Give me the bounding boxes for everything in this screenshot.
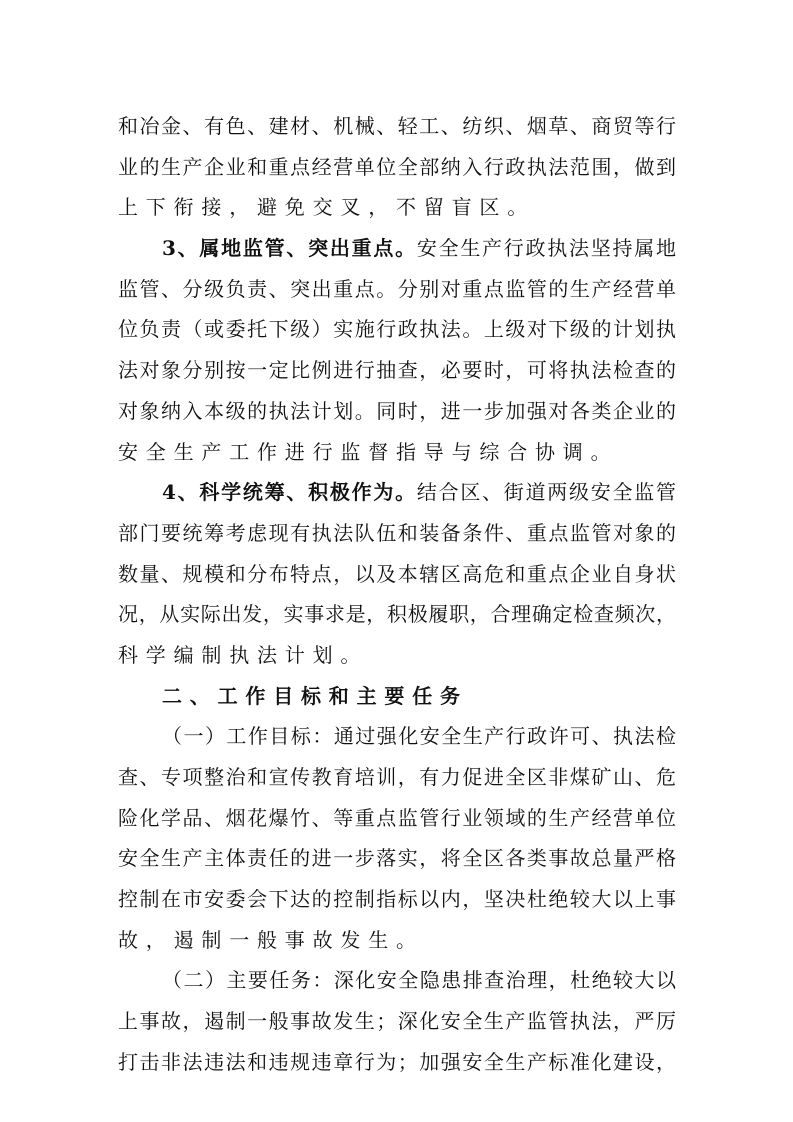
text-line — [118, 147, 676, 188]
text-line — [118, 513, 676, 554]
text-line — [118, 879, 676, 920]
text-line — [118, 920, 676, 961]
line-text: 数量、规模和分布特点，以及本辖区高危和重点企业自身状 — [118, 561, 676, 586]
line-text: 位负责（或委托下级）实施行政执法。上级对下级的计划执 — [118, 317, 676, 342]
text-line — [118, 187, 676, 228]
text-line — [118, 716, 676, 757]
line-text: 控制在市安委会下达的控制指标以内，坚决杜绝较大以上事 — [118, 887, 676, 912]
text-line — [118, 472, 676, 513]
line-text: 故，遏制一般事故发生。 — [118, 927, 424, 952]
paragraph — [118, 106, 676, 228]
text-line — [118, 1042, 676, 1083]
text-line — [118, 960, 676, 1001]
text-line — [118, 269, 676, 310]
line-text: 结合区、街道两级安全监管 — [416, 480, 676, 505]
line-text: 法对象分别按一定比例进行抽查，必要时，可将执法检查的 — [118, 358, 676, 383]
document-page — [118, 106, 676, 1083]
line-text: 打击非法违法和违规违章行为；加强安全生产标准化建设， — [118, 1049, 676, 1074]
text-line — [118, 106, 676, 147]
text-line — [118, 309, 676, 350]
line-text: 和冶金、有色、建材、机械、轻工、纺织、烟草、商贸等行 — [118, 114, 676, 138]
line-text: 安全生产工作进行监督指导与综合协调。 — [118, 439, 619, 464]
line-text: 险化学品、烟花爆竹、等重点监管行业领域的生产经营单位 — [118, 805, 676, 830]
paragraph — [118, 716, 676, 960]
paragraph — [118, 472, 676, 675]
text-line — [118, 838, 676, 879]
text-line — [118, 757, 676, 798]
line-text: 上事故，遏制一般事故发生；深化安全生产监管执法，严厉 — [118, 1009, 676, 1034]
line-text: （一）工作目标：通过强化安全生产行政许可、执法检 — [162, 724, 676, 749]
line-text: 部门要统筹考虑现有执法队伍和装备条件、重点监管对象的 — [118, 520, 676, 545]
text-line — [118, 391, 676, 432]
text-line — [118, 798, 676, 839]
line-text: 对象纳入本级的执法计划。同时，进一步加强对各类企业的 — [118, 398, 676, 423]
bold-lead-in: 3、属地监管、突出重点。 — [162, 236, 417, 261]
line-text: 况，从实际出发，实事求是，积极履职，合理确定检查频次， — [118, 602, 676, 627]
bold-lead-in: 4、科学统筹、积极作为。 — [162, 480, 417, 505]
line-text: 业的生产企业和重点经营单位全部纳入行政执法范围，做到 — [118, 154, 676, 179]
line-text: 安全生产行政执法坚持属地 — [416, 236, 676, 261]
line-text: 查、专项整治和宣传教育培训，有力促进全区非煤矿山、危 — [118, 765, 676, 789]
paragraph — [118, 960, 676, 1082]
line-text: 上下衔接，避免交叉，不留盲区。 — [118, 195, 535, 220]
text-line — [118, 554, 676, 595]
text-line — [118, 350, 676, 391]
line-text: 科学编制执法计划。 — [118, 642, 369, 667]
text-line — [118, 432, 676, 473]
line-text: 安全生产主体责任的进一步落实，将全区各类事故总量严格 — [118, 846, 676, 871]
text-line — [118, 594, 676, 635]
line-text: 监管、分级负责、突出重点。分别对重点监管的生产经营单 — [118, 276, 676, 301]
section-heading: 二、工作目标和主要任务 — [162, 683, 468, 708]
line-text: （二）主要任务：深化安全隐患排查治理，杜绝较大以 — [162, 968, 676, 993]
text-line — [118, 1001, 676, 1042]
paragraph — [118, 228, 676, 472]
text-line — [118, 635, 676, 676]
text-line — [118, 228, 676, 269]
